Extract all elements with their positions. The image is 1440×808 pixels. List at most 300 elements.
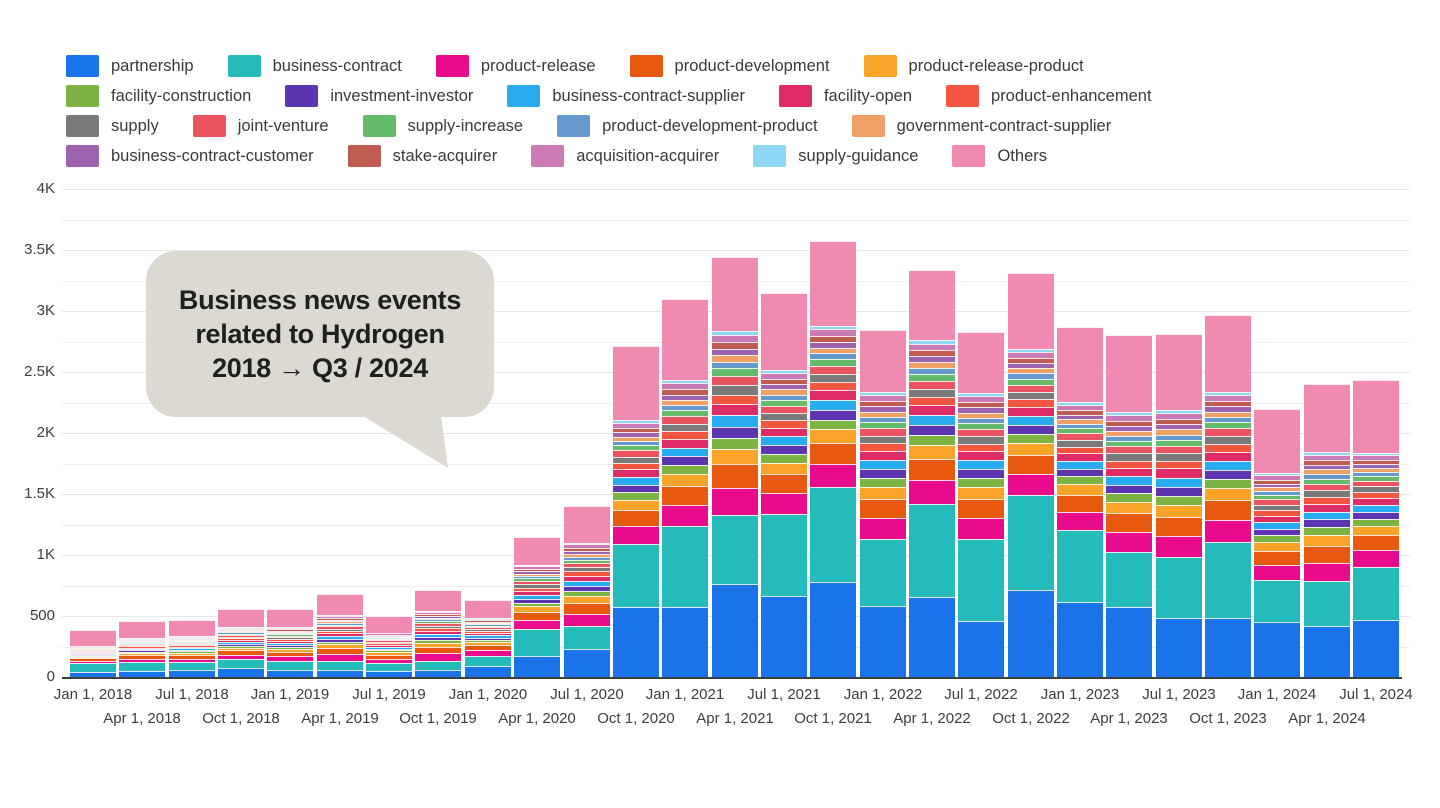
- segment-product-development[interactable]: [415, 647, 461, 654]
- segment-product-development[interactable]: [761, 474, 807, 493]
- segment-business-contract[interactable]: [761, 514, 807, 597]
- segment-partnership[interactable]: [712, 584, 758, 677]
- segment-investment-investor[interactable]: [1008, 425, 1054, 434]
- segment-product-enhancement[interactable]: [1106, 461, 1152, 468]
- segment-investment-investor[interactable]: [1304, 519, 1350, 527]
- segment-partnership[interactable]: [218, 668, 264, 677]
- segment-product-release-product[interactable]: [613, 500, 659, 510]
- x-tick-jan-1-2019: Jan 1, 2019: [250, 686, 330, 703]
- bar-apr-1-2021[interactable]: [712, 257, 758, 677]
- bar-apr-1-2020[interactable]: [514, 537, 560, 677]
- bar-jan-1-2022[interactable]: [860, 330, 906, 677]
- segment-others[interactable]: [860, 330, 906, 392]
- segment-business-contract[interactable]: [1057, 530, 1103, 602]
- segment-investment-investor[interactable]: [613, 485, 659, 493]
- segment-supply[interactable]: [909, 389, 955, 397]
- segment-product-enhancement[interactable]: [860, 443, 906, 451]
- segment-facility-open[interactable]: [958, 451, 1004, 460]
- legend-item-facility-open[interactable]: [779, 85, 912, 107]
- segment-product-release[interactable]: [514, 620, 560, 629]
- bar-jan-1-2023[interactable]: [1057, 327, 1103, 677]
- bar-oct-1-2023[interactable]: [1205, 315, 1251, 677]
- segment-product-development[interactable]: [1156, 517, 1202, 537]
- bar-jul-1-2020[interactable]: [564, 506, 610, 677]
- segment-facility-construction[interactable]: [1353, 519, 1399, 526]
- segment-partnership[interactable]: [761, 596, 807, 677]
- segment-partnership[interactable]: [1008, 590, 1054, 677]
- segment-partnership[interactable]: [613, 607, 659, 677]
- segment-stake-acquirer[interactable]: [712, 342, 758, 349]
- segment-business-contract-customer[interactable]: [712, 349, 758, 356]
- segment-partnership[interactable]: [1106, 607, 1152, 677]
- segment-product-release-product[interactable]: [1254, 542, 1300, 551]
- segment-business-contract[interactable]: [415, 661, 461, 670]
- segment-partnership[interactable]: [415, 670, 461, 677]
- segment-others[interactable]: [1057, 327, 1103, 402]
- segment-product-release[interactable]: [1106, 532, 1152, 552]
- segment-facility-construction[interactable]: [1008, 434, 1054, 443]
- segment-product-release[interactable]: [1057, 512, 1103, 530]
- bar-apr-1-2019[interactable]: [317, 594, 363, 677]
- segment-others[interactable]: [712, 257, 758, 331]
- segment-facility-open[interactable]: [712, 404, 758, 415]
- segment-facility-construction[interactable]: [958, 478, 1004, 487]
- segment-product-release[interactable]: [712, 488, 758, 514]
- segment-business-contract[interactable]: [366, 663, 412, 671]
- segment-others[interactable]: [810, 241, 856, 326]
- segment-business-contract-supplier[interactable]: [1205, 461, 1251, 470]
- segment-joint-venture[interactable]: [1304, 484, 1350, 491]
- segment-partnership[interactable]: [909, 597, 955, 677]
- segment-business-contract-supplier[interactable]: [1304, 512, 1350, 520]
- segment-product-enhancement[interactable]: [958, 444, 1004, 451]
- segment-product-release[interactable]: [613, 526, 659, 544]
- segment-supply[interactable]: [1156, 453, 1202, 461]
- segment-supply[interactable]: [712, 385, 758, 394]
- segment-others[interactable]: [1008, 273, 1054, 349]
- segment-others[interactable]: [909, 270, 955, 341]
- legend-item-supply-guidance[interactable]: [753, 145, 918, 167]
- segment-partnership[interactable]: [465, 666, 511, 677]
- segment-business-contract[interactable]: [909, 504, 955, 597]
- segment-partnership[interactable]: [169, 670, 215, 677]
- segment-business-contract-supplier[interactable]: [958, 460, 1004, 469]
- segment-supply[interactable]: [810, 374, 856, 382]
- segment-product-development[interactable]: [958, 499, 1004, 518]
- segment-business-contract[interactable]: [810, 487, 856, 582]
- segment-product-development-product[interactable]: [712, 362, 758, 369]
- segment-facility-open[interactable]: [761, 428, 807, 437]
- segment-joint-venture[interactable]: [662, 416, 708, 423]
- segment-product-release-product[interactable]: [1353, 526, 1399, 535]
- segment-acquisition-acquirer[interactable]: [909, 344, 955, 351]
- segment-others[interactable]: [1254, 409, 1300, 474]
- legend-item-product-development-product[interactable]: [557, 115, 818, 137]
- segment-partnership[interactable]: [810, 582, 856, 677]
- segment-facility-construction[interactable]: [1304, 527, 1350, 535]
- segment-business-contract-supplier[interactable]: [1008, 416, 1054, 425]
- segment-supply[interactable]: [761, 413, 807, 420]
- bar-jul-1-2021[interactable]: [761, 293, 807, 677]
- segment-product-release-product[interactable]: [761, 463, 807, 475]
- segment-partnership[interactable]: [366, 671, 412, 677]
- segment-product-release-product[interactable]: [1205, 488, 1251, 500]
- segment-others[interactable]: [613, 346, 659, 420]
- segment-product-release[interactable]: [761, 493, 807, 513]
- segment-others[interactable]: [267, 609, 313, 627]
- segment-product-release[interactable]: [415, 653, 461, 660]
- segment-supply-increase[interactable]: [909, 374, 955, 381]
- segment-product-enhancement[interactable]: [909, 397, 955, 405]
- segment-investment-investor[interactable]: [1254, 529, 1300, 536]
- bar-jul-1-2023[interactable]: [1156, 334, 1202, 677]
- bar-apr-1-2018[interactable]: [119, 621, 165, 677]
- segment-business-contract-supplier[interactable]: [662, 448, 708, 457]
- segment-facility-open[interactable]: [1205, 452, 1251, 461]
- segment-facility-open[interactable]: [1008, 407, 1054, 416]
- segment-supply[interactable]: [1008, 392, 1054, 399]
- segment-joint-venture[interactable]: [1057, 433, 1103, 440]
- segment-product-release-product[interactable]: [564, 596, 610, 603]
- legend-item-joint-venture[interactable]: [193, 115, 329, 137]
- segment-facility-open[interactable]: [860, 451, 906, 460]
- segment-supply[interactable]: [662, 424, 708, 431]
- segment-business-contract-supplier[interactable]: [613, 477, 659, 485]
- segment-product-development[interactable]: [1057, 495, 1103, 512]
- segment-business-contract[interactable]: [1008, 495, 1054, 590]
- segment-product-release-product[interactable]: [662, 474, 708, 486]
- segment-product-release-product[interactable]: [1304, 535, 1350, 545]
- segment-partnership[interactable]: [860, 606, 906, 677]
- segment-product-enhancement[interactable]: [712, 395, 758, 404]
- segment-facility-construction[interactable]: [1156, 496, 1202, 505]
- segment-business-contract[interactable]: [1254, 580, 1300, 621]
- segment-product-development[interactable]: [860, 499, 906, 519]
- segment-others[interactable]: [1156, 334, 1202, 410]
- segment-business-contract[interactable]: [662, 526, 708, 607]
- bar-jul-1-2019[interactable]: [366, 616, 412, 677]
- segment-product-release[interactable]: [909, 480, 955, 503]
- bar-jan-1-2020[interactable]: [465, 600, 511, 677]
- segment-others[interactable]: [662, 299, 708, 381]
- legend-swatch-partnership: [66, 55, 99, 77]
- segment-others[interactable]: [70, 630, 116, 646]
- segment-others[interactable]: [761, 293, 807, 370]
- segment-investment-investor[interactable]: [1353, 512, 1399, 519]
- segment-business-contract[interactable]: [70, 663, 116, 672]
- segment-product-development[interactable]: [712, 464, 758, 488]
- segment-investment-investor[interactable]: [1205, 470, 1251, 479]
- bar-jan-1-2018[interactable]: [70, 630, 116, 677]
- segment-investment-investor[interactable]: [909, 425, 955, 435]
- segment-product-development[interactable]: [1205, 500, 1251, 520]
- bar-apr-1-2024[interactable]: [1304, 384, 1350, 677]
- segment-partnership[interactable]: [267, 670, 313, 677]
- legend-item-product-development[interactable]: [630, 55, 830, 77]
- bar-jan-1-2024[interactable]: [1254, 409, 1300, 677]
- segment-facility-open[interactable]: [909, 405, 955, 415]
- segment-product-release-product[interactable]: [1008, 443, 1054, 455]
- segment-joint-venture[interactable]: [860, 428, 906, 436]
- segment-business-contract[interactable]: [267, 661, 313, 670]
- legend-item-product-enhancement[interactable]: [946, 85, 1152, 107]
- segment-joint-venture[interactable]: [712, 376, 758, 385]
- segment-business-contract[interactable]: [958, 539, 1004, 621]
- segment-investment-investor[interactable]: [1106, 485, 1152, 494]
- segment-joint-venture[interactable]: [1205, 428, 1251, 436]
- segment-investment-investor[interactable]: [662, 456, 708, 465]
- segment-facility-construction[interactable]: [1254, 535, 1300, 542]
- segment-product-release[interactable]: [1304, 563, 1350, 581]
- segment-business-contract[interactable]: [860, 539, 906, 606]
- segment-others[interactable]: [169, 620, 215, 636]
- bar-oct-1-2018[interactable]: [218, 609, 264, 677]
- segment-business-contract[interactable]: [712, 515, 758, 584]
- segment-partnership[interactable]: [662, 607, 708, 677]
- segment-product-enhancement[interactable]: [761, 420, 807, 427]
- segment-joint-venture[interactable]: [810, 366, 856, 374]
- segment-product-enhancement[interactable]: [810, 382, 856, 390]
- segment-product-enhancement[interactable]: [1156, 461, 1202, 469]
- segment-product-release-product[interactable]: [712, 449, 758, 464]
- legend-item-product-release-product[interactable]: [864, 55, 1084, 77]
- segment-others[interactable]: [1205, 315, 1251, 392]
- segment-partnership[interactable]: [1254, 622, 1300, 678]
- segment-others[interactable]: [218, 609, 264, 627]
- legend-item-business-contract-supplier[interactable]: [507, 85, 745, 107]
- segment-product-enhancement[interactable]: [1304, 497, 1350, 504]
- segment-supply[interactable]: [860, 436, 906, 444]
- segment-supply[interactable]: [1304, 490, 1350, 497]
- segment-acquisition-acquirer[interactable]: [810, 329, 856, 336]
- segment-facility-construction[interactable]: [810, 420, 856, 430]
- segment-product-development[interactable]: [514, 612, 560, 621]
- segment-business-contract-supplier[interactable]: [810, 400, 856, 410]
- segment-others[interactable]: [119, 621, 165, 638]
- segment-business-contract-supplier[interactable]: [1254, 522, 1300, 529]
- segment-business-contract-supplier[interactable]: [761, 436, 807, 445]
- bar-apr-1-2022[interactable]: [909, 270, 955, 677]
- segment-product-enhancement[interactable]: [1205, 444, 1251, 452]
- bar-oct-1-2020[interactable]: [613, 346, 659, 677]
- segment-business-contract-supplier[interactable]: [1057, 461, 1103, 469]
- segment-investment-investor[interactable]: [958, 469, 1004, 478]
- segment-product-release[interactable]: [1254, 565, 1300, 580]
- segment-facility-construction[interactable]: [712, 438, 758, 449]
- segment-facility-construction[interactable]: [1205, 479, 1251, 488]
- segment-others[interactable]: [465, 600, 511, 618]
- segment-facility-construction[interactable]: [909, 435, 955, 445]
- segment-product-development[interactable]: [564, 603, 610, 614]
- bar-oct-1-2019[interactable]: [415, 590, 461, 677]
- segment-business-contract[interactable]: [1304, 581, 1350, 626]
- segment-supply-increase[interactable]: [712, 368, 758, 376]
- bar-jul-1-2024[interactable]: [1353, 380, 1399, 677]
- segment-business-contract[interactable]: [1353, 567, 1399, 620]
- segment-others[interactable]: [366, 616, 412, 633]
- segment-partnership[interactable]: [564, 649, 610, 677]
- segment-partnership[interactable]: [1205, 618, 1251, 677]
- segment-product-release[interactable]: [1205, 520, 1251, 541]
- segment-product-release-product[interactable]: [958, 487, 1004, 499]
- segment-product-release-product[interactable]: [909, 445, 955, 458]
- segment-others[interactable]: [415, 590, 461, 611]
- segment-product-release[interactable]: [810, 464, 856, 487]
- segment-product-release-product[interactable]: [810, 429, 856, 442]
- segment-product-enhancement[interactable]: [1008, 399, 1054, 406]
- segment-others[interactable]: [317, 594, 363, 615]
- segment-product-release[interactable]: [958, 518, 1004, 539]
- segment-business-contract[interactable]: [564, 626, 610, 649]
- segment-facility-construction[interactable]: [860, 478, 906, 487]
- bar-oct-1-2021[interactable]: [810, 241, 856, 677]
- segment-joint-venture[interactable]: [1008, 385, 1054, 392]
- segment-business-contract-supplier[interactable]: [1106, 476, 1152, 485]
- legend-item-acquisition-acquirer[interactable]: [531, 145, 719, 167]
- segment-product-development[interactable]: [613, 510, 659, 526]
- segment-partnership[interactable]: [514, 656, 560, 677]
- segment-partnership[interactable]: [1304, 626, 1350, 677]
- segment-product-release-product[interactable]: [860, 487, 906, 499]
- legend-item-partnership[interactable]: [66, 55, 194, 77]
- segment-investment-investor[interactable]: [1156, 487, 1202, 496]
- segment-joint-venture[interactable]: [1106, 446, 1152, 453]
- bar-jul-1-2018[interactable]: [169, 620, 215, 677]
- legend-item-investment-investor[interactable]: [285, 85, 473, 107]
- segment-supply[interactable]: [958, 436, 1004, 443]
- segment-business-contract[interactable]: [218, 659, 264, 668]
- segment-others[interactable]: [564, 506, 610, 543]
- bar-jul-1-2022[interactable]: [958, 332, 1004, 677]
- segment-others[interactable]: [1106, 335, 1152, 412]
- segment-partnership[interactable]: [1156, 618, 1202, 677]
- segment-partnership[interactable]: [958, 621, 1004, 677]
- segment-supply-increase[interactable]: [810, 359, 856, 366]
- segment-business-contract[interactable]: [1156, 557, 1202, 617]
- bar-jan-1-2019[interactable]: [267, 609, 313, 677]
- segment-acquisition-acquirer[interactable]: [712, 335, 758, 343]
- segment-others[interactable]: [1353, 380, 1399, 453]
- segment-facility-open[interactable]: [613, 469, 659, 477]
- segment-business-contract[interactable]: [169, 662, 215, 669]
- segment-investment-investor[interactable]: [761, 445, 807, 454]
- bar-apr-1-2023[interactable]: [1106, 335, 1152, 677]
- segment-business-contract[interactable]: [1106, 552, 1152, 608]
- segment-business-contract-supplier[interactable]: [1156, 478, 1202, 487]
- segment-product-development[interactable]: [1254, 551, 1300, 565]
- segment-product-release[interactable]: [1008, 474, 1054, 495]
- legend-item-government-contract-supplier[interactable]: [852, 115, 1112, 137]
- legend-item-supply-increase[interactable]: [363, 115, 524, 137]
- segment-product-development[interactable]: [1353, 535, 1399, 550]
- segment-business-contract-supplier[interactable]: [712, 415, 758, 426]
- segment-product-development[interactable]: [909, 459, 955, 481]
- segment-product-release[interactable]: [1353, 550, 1399, 566]
- segment-investment-investor[interactable]: [810, 410, 856, 420]
- segment-product-development[interactable]: [810, 443, 856, 464]
- segment-partnership[interactable]: [1353, 620, 1399, 677]
- segment-product-development[interactable]: [1304, 546, 1350, 563]
- segment-partnership[interactable]: [317, 670, 363, 677]
- segment-product-release-product[interactable]: [1106, 502, 1152, 513]
- segment-facility-open[interactable]: [1106, 468, 1152, 477]
- segment-business-contract[interactable]: [613, 544, 659, 607]
- segment-investment-investor[interactable]: [860, 469, 906, 478]
- segment-facility-open[interactable]: [1304, 504, 1350, 512]
- legend-item-others[interactable]: [952, 145, 1047, 167]
- segment-others[interactable]: [1304, 384, 1350, 452]
- segment-partnership[interactable]: [1057, 602, 1103, 677]
- legend-row-3: [66, 115, 1186, 137]
- segment-facility-open[interactable]: [1057, 453, 1103, 461]
- segment-product-development[interactable]: [662, 486, 708, 505]
- legend-item-business-contract[interactable]: [228, 55, 402, 77]
- segment-facility-open[interactable]: [1156, 468, 1202, 477]
- segment-investment-investor[interactable]: [1057, 469, 1103, 477]
- segment-product-release[interactable]: [564, 614, 610, 626]
- bar-jan-1-2021[interactable]: [662, 299, 708, 677]
- x-tick-oct-1-2022: Oct 1, 2022: [992, 710, 1070, 727]
- segment-facility-construction[interactable]: [1057, 476, 1103, 484]
- segment-product-release[interactable]: [860, 518, 906, 539]
- segment-supply[interactable]: [1057, 440, 1103, 447]
- segment-facility-construction[interactable]: [662, 465, 708, 474]
- segment-business-contract[interactable]: [514, 629, 560, 656]
- segment-product-release[interactable]: [662, 505, 708, 526]
- segment-government-contract-supplier[interactable]: [712, 355, 758, 362]
- segment-joint-venture[interactable]: [761, 406, 807, 413]
- segment-business-contract[interactable]: [465, 656, 511, 666]
- segment-business-contract-supplier[interactable]: [1353, 505, 1399, 512]
- segment-facility-construction[interactable]: [761, 454, 807, 463]
- legend-item-supply[interactable]: [66, 115, 159, 137]
- segment-product-release-product[interactable]: [1156, 505, 1202, 517]
- segment-facility-open[interactable]: [662, 439, 708, 448]
- segment-product-enhancement[interactable]: [1057, 447, 1103, 454]
- segment-business-contract-supplier[interactable]: [860, 460, 906, 469]
- segment-joint-venture[interactable]: [909, 381, 955, 389]
- legend-item-business-contract-customer[interactable]: [66, 145, 314, 167]
- segment-partnership[interactable]: [119, 671, 165, 677]
- segment-facility-open[interactable]: [810, 390, 856, 400]
- segment-business-contract[interactable]: [119, 662, 165, 671]
- segment-business-contract-supplier[interactable]: [909, 415, 955, 425]
- segment-product-enhancement[interactable]: [662, 431, 708, 438]
- legend-item-facility-construction[interactable]: [66, 85, 251, 107]
- bar-oct-1-2022[interactable]: [1008, 273, 1054, 677]
- segment-business-contract[interactable]: [1205, 542, 1251, 619]
- legend-item-stake-acquirer[interactable]: [348, 145, 498, 167]
- segment-facility-open[interactable]: [1254, 516, 1300, 523]
- segment-business-contract[interactable]: [317, 661, 363, 671]
- segment-investment-investor[interactable]: [712, 427, 758, 438]
- segment-facility-construction[interactable]: [613, 492, 659, 500]
- legend-item-product-release[interactable]: [436, 55, 596, 77]
- segment-supply[interactable]: [1205, 436, 1251, 444]
- segment-product-development[interactable]: [1008, 455, 1054, 474]
- segment-product-development[interactable]: [1106, 513, 1152, 532]
- segment-others[interactable]: [514, 537, 560, 565]
- segment-partnership[interactable]: [70, 672, 116, 677]
- segment-others[interactable]: [958, 332, 1004, 394]
- segment-facility-construction[interactable]: [1106, 493, 1152, 502]
- segment-joint-venture[interactable]: [1156, 446, 1202, 454]
- segment-product-release[interactable]: [1156, 536, 1202, 557]
- segment-product-release-product[interactable]: [1057, 484, 1103, 494]
- segment-facility-open[interactable]: [1353, 498, 1399, 505]
- segment-supply[interactable]: [1106, 453, 1152, 460]
- segment-joint-venture[interactable]: [958, 429, 1004, 436]
